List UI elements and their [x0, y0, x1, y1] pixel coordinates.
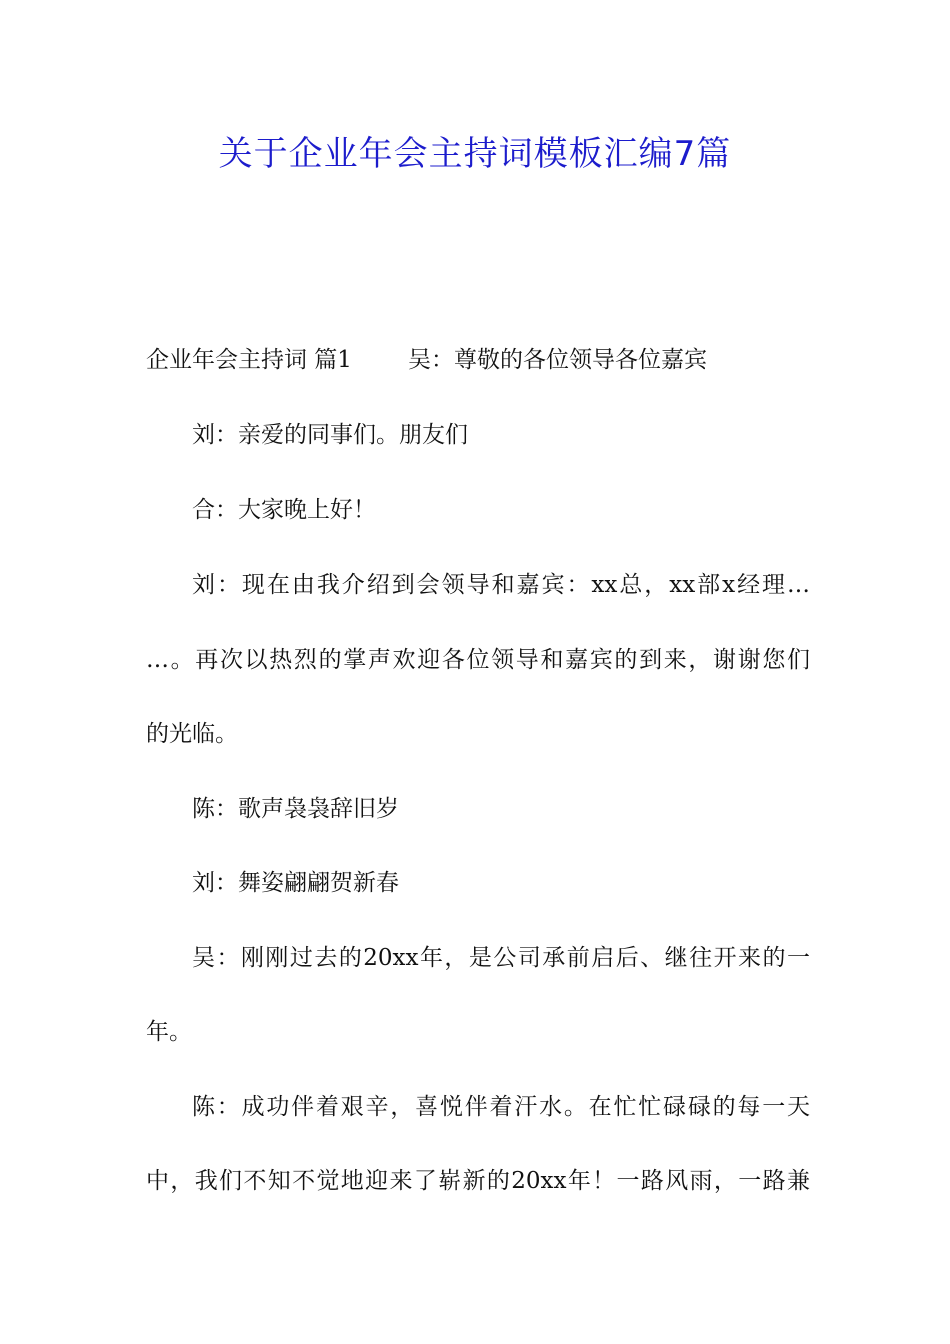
dialogue-line: 刘：舞姿翩翩贺新春	[192, 870, 399, 896]
document-title: 关于企业年会主持词模板汇编7篇	[218, 134, 732, 174]
dialogue-line: 合：大家晚上好！	[192, 497, 376, 523]
dialogue-line: 刘：亲爱的同事们。朋友们	[192, 422, 468, 448]
dialogue-line: 中，我们不知不觉地迎来了崭新的20xx年！一路风雨，一路兼	[146, 1168, 810, 1194]
text-line	[146, 340, 810, 380]
dialogue-line: 吴：刚刚过去的20xx年，是公司承前启后、继往开来的一	[192, 945, 810, 971]
dialogue-line: 的光临。	[146, 721, 238, 747]
dialogue-line: 陈：成功伴着艰辛，喜悦伴着汗水。在忙忙碌碌的每一天	[192, 1094, 810, 1120]
dialogue-line: …。再次以热烈的掌声欢迎各位领导和嘉宾的到来，谢谢您们	[146, 647, 810, 673]
section-heading: 企业年会主持词 篇1	[146, 347, 352, 373]
dialogue-line: 刘：现在由我介绍到会领导和嘉宾：xx总，xx部x经理…	[192, 572, 810, 598]
dialogue-line: 陈：歌声袅袅辞旧岁	[192, 796, 399, 822]
dialogue-line: 年。	[146, 1019, 192, 1045]
dialogue-line: 吴：尊敬的各位领导各位嘉宾	[407, 347, 707, 373]
